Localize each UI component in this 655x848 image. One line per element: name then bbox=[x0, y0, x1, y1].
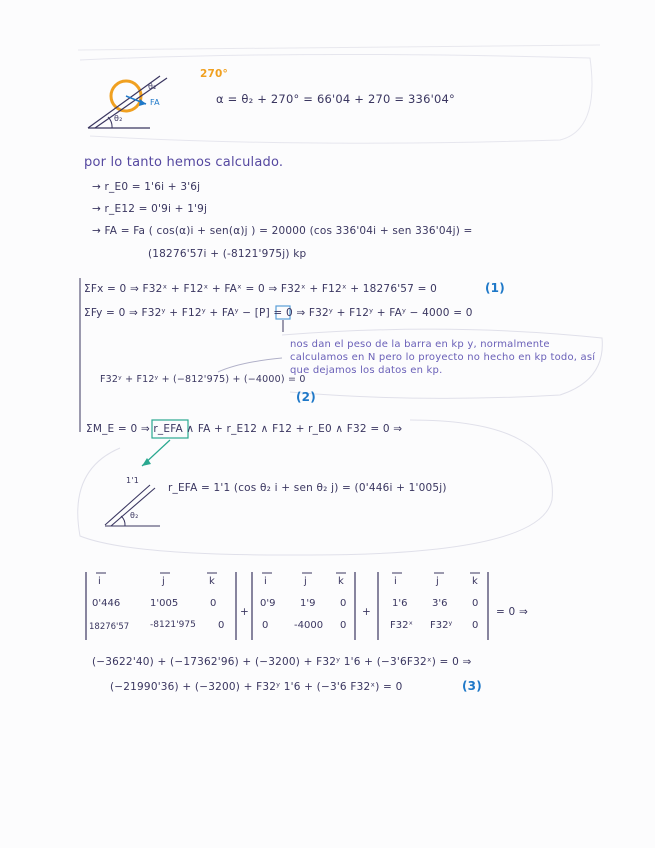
bar2-line-b bbox=[111, 488, 155, 526]
det3-k: k bbox=[472, 576, 478, 587]
det3-j: j bbox=[436, 576, 439, 587]
det-plus-2: + bbox=[362, 606, 371, 618]
fig-label-fa: FA bbox=[150, 98, 160, 107]
page-edge-line bbox=[78, 45, 600, 50]
det3-r1c3: 0 bbox=[472, 598, 479, 609]
det1-r2c1: 18276'57 bbox=[89, 622, 130, 632]
det1-k: k bbox=[209, 576, 215, 587]
sum-moments-equation: ΣM_E = 0 ⇒ r_EFA ∧ FA + r_E12 ∧ F12 + r_E0 ∧ F32 = 0 ⇒ bbox=[86, 423, 403, 435]
det3-r1c1: 1'6 bbox=[392, 598, 408, 609]
det3-i: i bbox=[394, 576, 397, 587]
det-plus-1: + bbox=[240, 606, 249, 618]
det2-i: i bbox=[264, 576, 267, 587]
fig-label-theta2-a: θ₂ bbox=[148, 82, 157, 91]
det1-i: i bbox=[98, 576, 101, 587]
det1-r2c3: 0 bbox=[218, 620, 225, 631]
refa-equation: r_EFA = 1'1 (cos θ₂ i + sen θ₂ j) = (0'446i + 1'005j) bbox=[168, 482, 447, 494]
det2-r1c3: 0 bbox=[340, 598, 347, 609]
det2-r2c2: -4000 bbox=[294, 620, 324, 631]
fa-arrowhead bbox=[139, 99, 146, 106]
equation-tag-3: (3) bbox=[462, 679, 482, 693]
equation-tag-1: (1) bbox=[485, 281, 505, 295]
refa-fig-theta: θ₂ bbox=[130, 511, 139, 520]
sum-fy-equation: ΣFy = 0 ⇒ F32ʸ + F12ʸ + FAʸ − [P] = 0 ⇒ F32ʸ + F12ʸ + FAʸ − 4000 = 0 bbox=[84, 307, 473, 319]
det1-r1c3: 0 bbox=[210, 598, 217, 609]
refa-fig-length: 1'1 bbox=[126, 476, 139, 485]
final-line-1: (−3622'40) + (−17362'96) + (−3200) + F32ʸ 1'6 + (−3'6F32ˣ) = 0 ⇒ bbox=[92, 656, 472, 668]
det2-r1c2: 1'9 bbox=[300, 598, 316, 609]
determinant-bars bbox=[86, 572, 488, 640]
det2-j: j bbox=[304, 576, 307, 587]
vector-fa-line2: (18276'57i + (-8121'975j) kp bbox=[148, 248, 307, 260]
det2-r2c3: 0 bbox=[340, 620, 347, 631]
det1-r1c1: 0'446 bbox=[92, 598, 121, 609]
vector-fa-line1: → FA = Fa ( cos(α)i + sen(α)j ) = 20000 (cos 336'04i + sen 336'04j) = bbox=[92, 225, 473, 237]
det3-r2c3: 0 bbox=[472, 620, 479, 631]
alpha-equation: α = θ₂ + 270° = 66'04 + 270 = 336'04° bbox=[216, 92, 455, 106]
vector-r-e12: → r_E12 = 0'9i + 1'9j bbox=[92, 203, 208, 215]
det2-r2c1: 0 bbox=[262, 620, 269, 631]
fy-substitution: F32ʸ + F12ʸ + (−812'975) + (−4000) = 0 bbox=[100, 374, 306, 385]
det2-r1c1: 0'9 bbox=[260, 598, 276, 609]
det3-r1c2: 3'6 bbox=[432, 598, 448, 609]
fig-label-theta2-b: θ₂ bbox=[114, 114, 123, 123]
angle-note: 270° bbox=[200, 68, 228, 80]
equation-tag-2: (2) bbox=[296, 390, 316, 404]
det1-j: j bbox=[162, 576, 165, 587]
note-arrow bbox=[218, 358, 282, 372]
det2-k: k bbox=[338, 576, 344, 587]
det1-r2c2: -8121'975 bbox=[150, 620, 196, 630]
bar2-line-a bbox=[105, 485, 150, 525]
det3-r2c1: F32ˣ bbox=[390, 620, 413, 631]
final-line-2: (−21990'36) + (−3200) + F32ʸ 1'6 + (−3'6 F32ˣ) = 0 bbox=[110, 681, 403, 693]
det1-r1c2: 1'005 bbox=[150, 598, 179, 609]
det3-r2c2: F32ʸ bbox=[430, 620, 453, 631]
sum-fx-equation: ΣFx = 0 ⇒ F32ˣ + F12ˣ + FAˣ = 0 ⇒ F32ˣ + F12ˣ + 18276'57 = 0 bbox=[84, 283, 437, 295]
det-result: = 0 ⇒ bbox=[496, 606, 528, 618]
intro-text: por lo tanto hemos calculado. bbox=[84, 155, 284, 170]
weight-note: nos dan el peso de la barra en kp y, normalmente calculamos en N pero lo proyecto no hecho en kp todo, así que dejamos los datos en kp. bbox=[290, 339, 596, 376]
vector-r-e0: → r_E0 = 1'6i + 3'6j bbox=[92, 181, 201, 193]
